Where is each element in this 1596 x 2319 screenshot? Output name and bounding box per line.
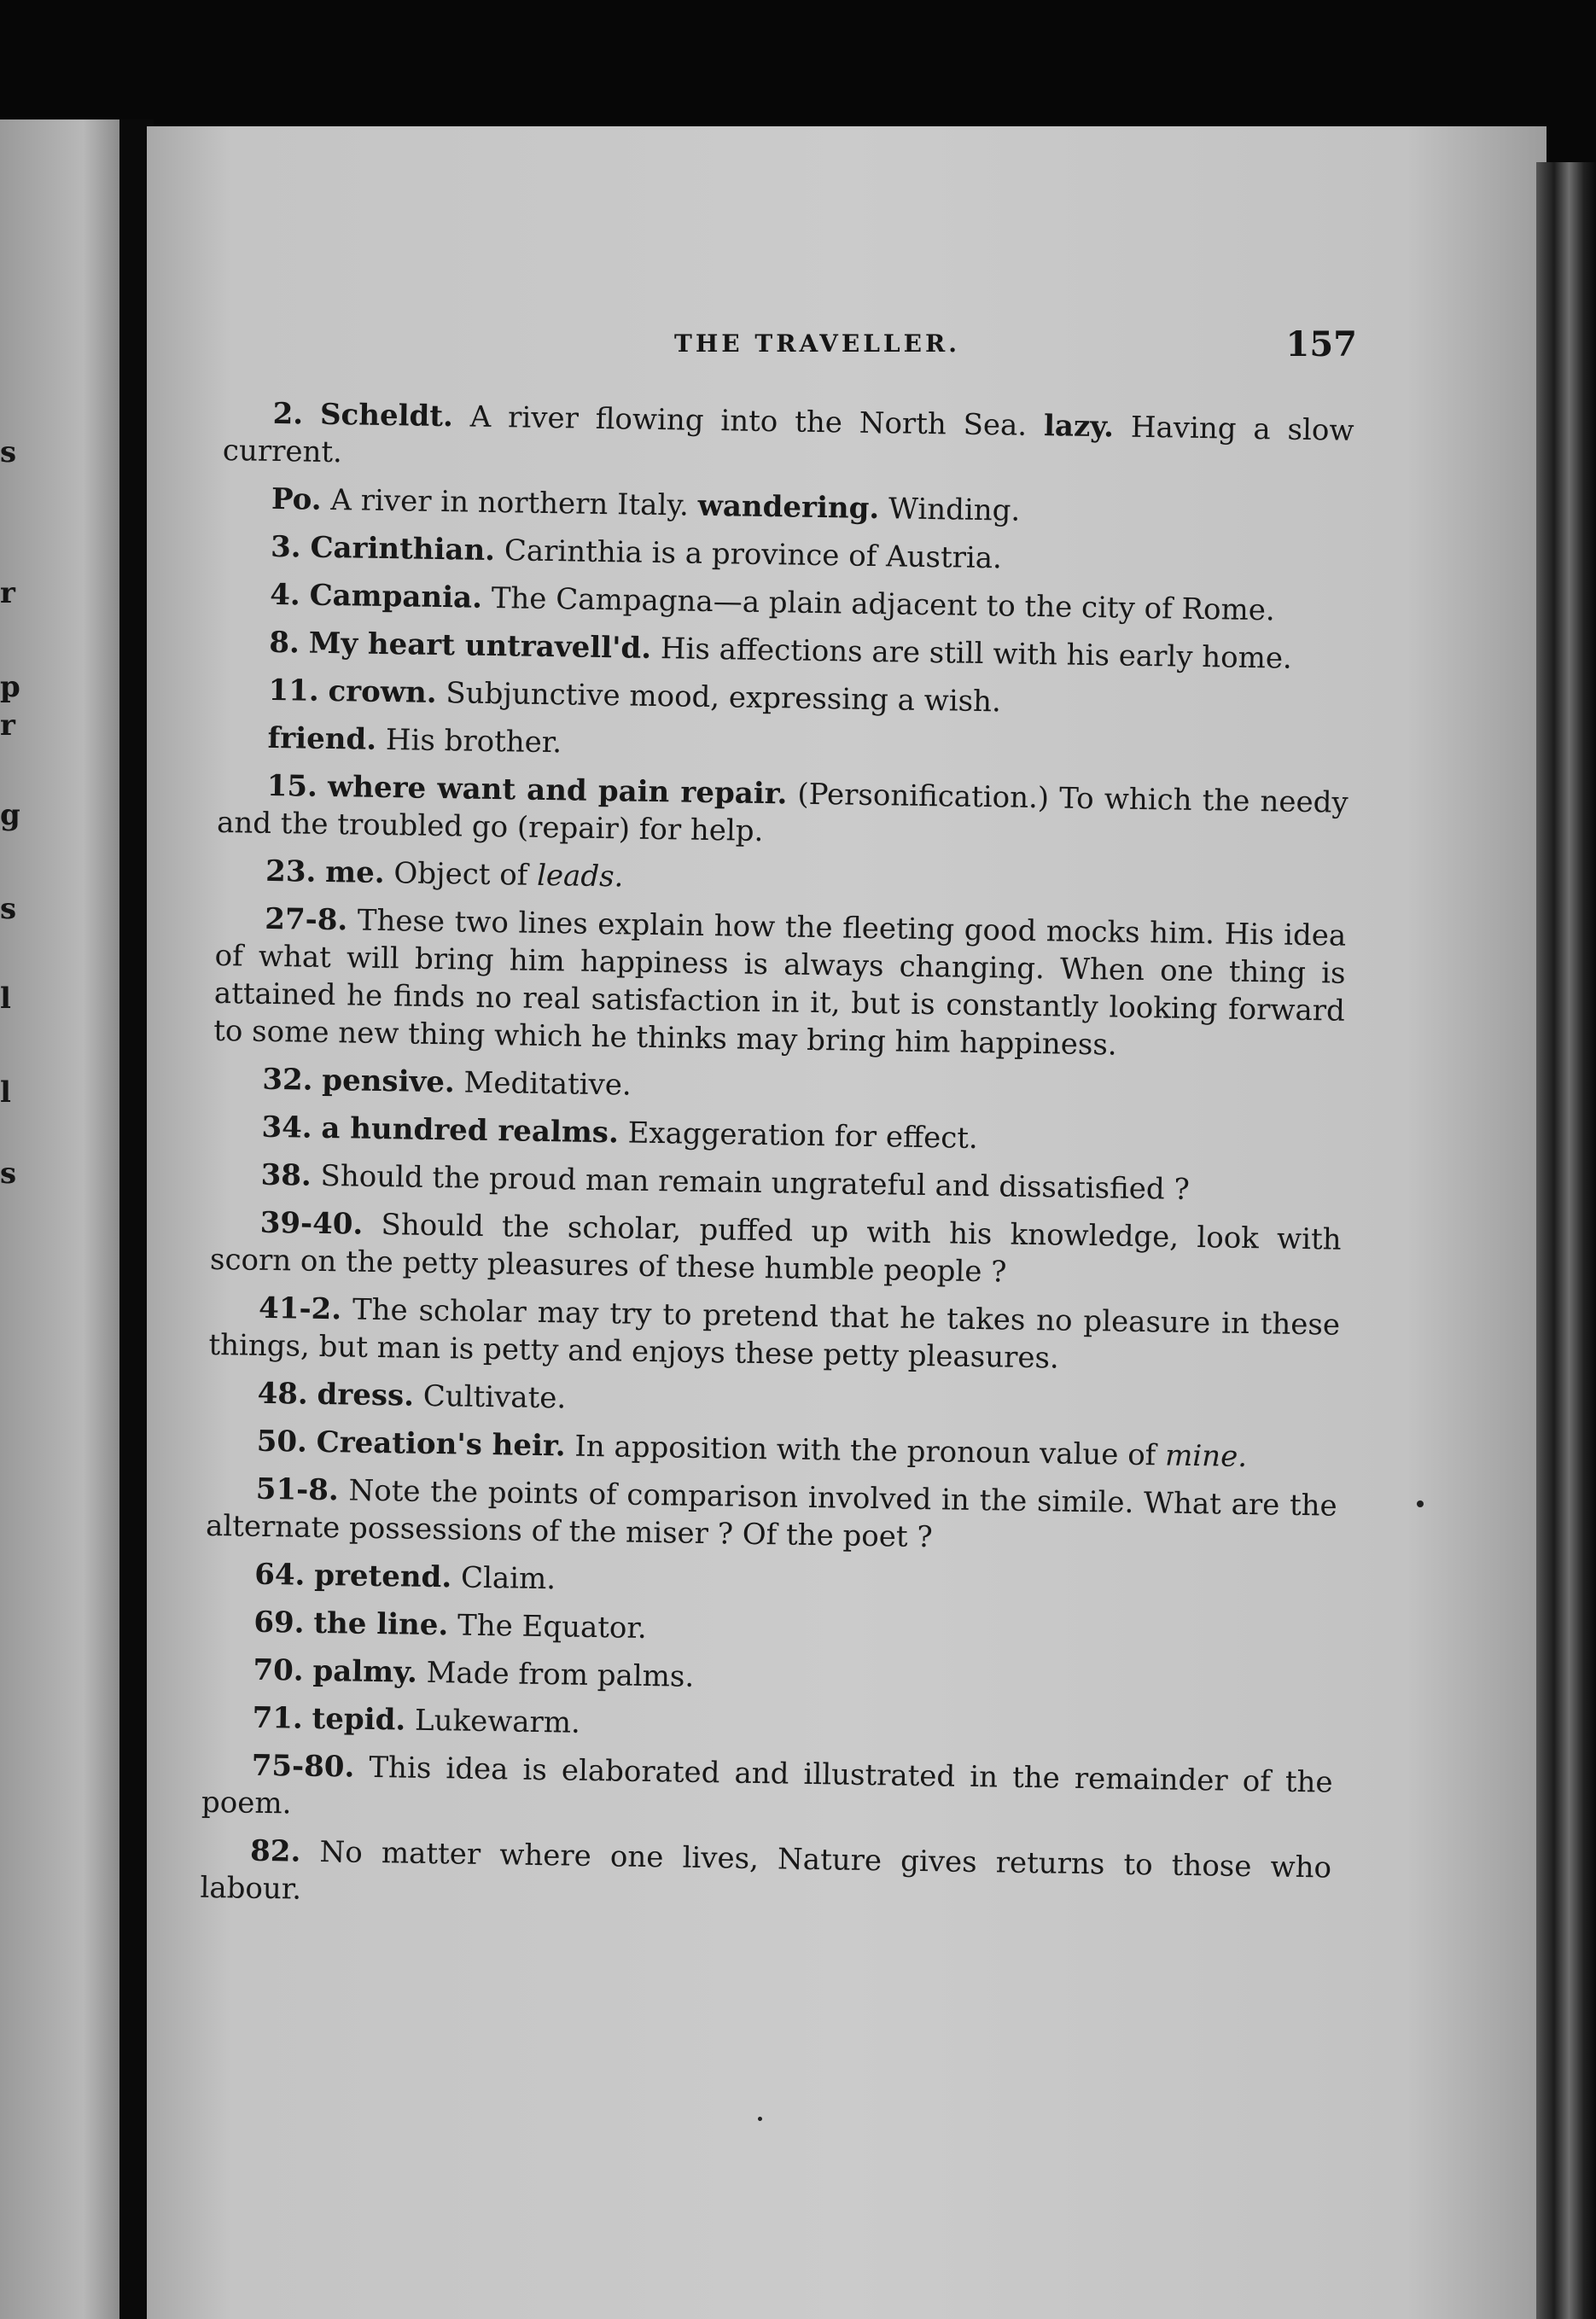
notes-list [200, 394, 1354, 1935]
note-64: 64. pretend. Claim. [253, 1557, 556, 1597]
ink-speck [1417, 1500, 1424, 1507]
note-71: 71. tepid. Lukewarm. [252, 1700, 581, 1740]
note-23: 23. me. Object of leads. [265, 854, 624, 894]
facing-page-edge [0, 119, 119, 2319]
note-82: 82. No matter where one lives, Nature gives returns to those who labour. [200, 1833, 1332, 1907]
note-11: 11. crown. Subjunctive mood, expressing a wish. [268, 673, 1002, 720]
note-41-2: 41-2. The scholar may try to pretend that he takes no pleasure in these things, but man is petty and enjoys these petty pleasures. [208, 1291, 1341, 1376]
facing-page-letter: g [0, 798, 20, 832]
facing-page-letter: r [0, 708, 15, 743]
note-39-40: 39-40. Should the scholar, puffed up with his knowledge, look with scorn on the petty pleasures of these humble people ? [209, 1205, 1342, 1290]
facing-page-letter: l [0, 982, 11, 1016]
facing-page-letter: l [0, 1075, 11, 1110]
note-38: 38. Should the proud man remain ungrateful and dissatisfied ? [260, 1157, 1191, 1207]
note-2: 2. Scheldt. A river flowing into the North Sea. lazy. Having a slow current. [222, 396, 1354, 470]
page-header [239, 324, 1357, 376]
note-32: 32. pensive. Meditative. [262, 1062, 632, 1103]
note-50: 50. Creation's heir. In apposition with the pronoun value of mine. [256, 1424, 1248, 1474]
note-15: 15. where want and pain repair. (Personification.) To which the needy and the troubled go (repair) for help. [216, 768, 1348, 848]
note-8: 8. My heart untravell'd. His affections are still with his early home. [269, 625, 1293, 676]
facing-page-letter: s [0, 435, 17, 469]
note-34: 34. a hundred realms. Exaggeration for effect. [261, 1110, 979, 1156]
page-number: 157 [1285, 324, 1357, 364]
note-51-8: 51-8. Note the points of comparison involved in the simile. What are the alternate possessions of the miser ? Of the poet ? [205, 1471, 1338, 1555]
note-48: 48. dress. Cultivate. [257, 1376, 567, 1416]
ink-speck [758, 2117, 762, 2121]
note-27-8: 27-8. These two lines explain how the fleeting good mocks him. His idea of what will bring him happiness is always changing. When one thing is attained he finds no real satisfaction in it, but is constantly looking forward to some new thing which he thinks may bring him happiness. [213, 901, 1347, 1063]
running-title: THE TRAVELLER. [674, 329, 960, 358]
note-friend: friend. His brother. [267, 720, 562, 760]
note-69: 69. the line. The Equator. [253, 1605, 648, 1646]
facing-page-letter: s [0, 1157, 17, 1191]
facing-page-letter: s [0, 892, 17, 926]
note-70: 70. palmy. Made from palms. [253, 1652, 695, 1694]
page-stack-edge [1536, 162, 1596, 2319]
note-3: 3. Carinthian. Carinthia is a province of Austria. [270, 529, 1003, 576]
note-4: 4. Campania. The Campagna—a plain adjacent to the city of Rome. [270, 577, 1276, 628]
note-po: Po. A river in northern Italy. wandering. Winding. [271, 481, 1021, 528]
facing-page-letter: p [0, 670, 20, 704]
facing-page-letter: r [0, 576, 15, 610]
note-75-80: 75-80. This idea is elaborated and illustrated in the remainder of the poem. [201, 1748, 1333, 1821]
